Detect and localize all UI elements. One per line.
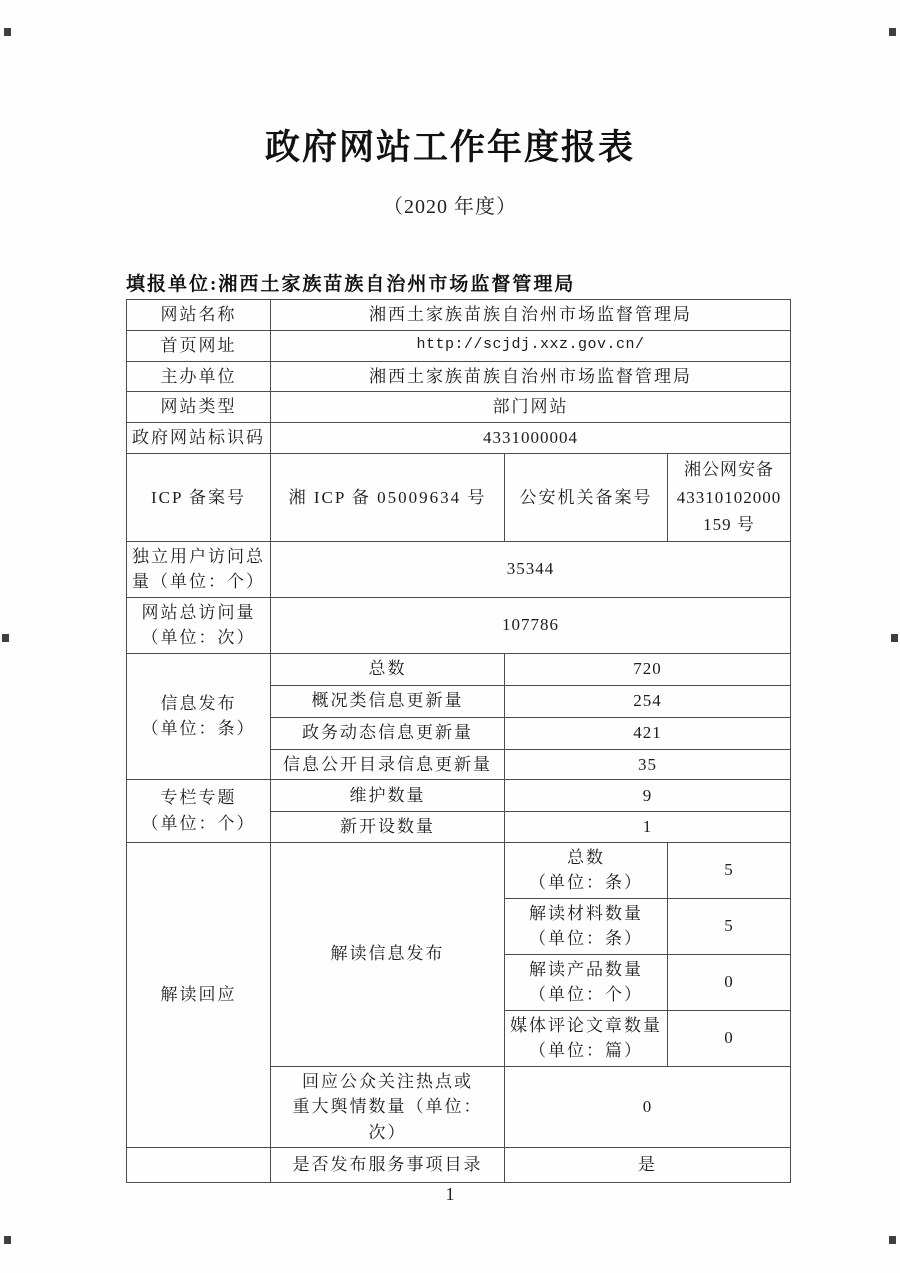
label-line: （单位：条）: [529, 929, 643, 949]
table-row: [127, 361, 791, 392]
service-catalog-value-cell: 是: [505, 1148, 791, 1183]
police-filing-line: 43310102000: [676, 487, 782, 507]
unique-visitors-value-cell: 35344: [271, 541, 791, 597]
table-row: [127, 780, 791, 812]
total-visits-label-cell: [127, 597, 271, 653]
interp-product-value-cell: 0: [668, 954, 791, 1010]
page-title: 政府网站工作年度报表: [264, 128, 635, 167]
scan-mark-top-right: [889, 28, 896, 36]
info-directory-value-cell: 35: [505, 749, 791, 780]
info-total-label-cell: 总数: [271, 653, 505, 685]
interp-product-label-cell: [505, 954, 668, 1010]
interp-total-value-cell: 5: [668, 842, 791, 898]
interpretation-label-cell: 解读回应: [127, 842, 271, 1148]
media-comment-value-cell: 0: [668, 1010, 791, 1066]
hotspot-label-cell: [271, 1066, 505, 1148]
info-overview-value-cell: 254: [505, 685, 791, 717]
table-row: [127, 541, 791, 597]
label-line: 重大舆情数量（单位：: [292, 1097, 483, 1117]
label-line: 次）: [368, 1122, 407, 1142]
info-overview-label-cell: 概况类信息更新量: [271, 685, 505, 717]
site-name-label-cell: 网站名称: [127, 300, 271, 331]
page-number: 1: [445, 1184, 455, 1204]
label-line: 媒体评论文章数量: [510, 1015, 662, 1035]
table-row: [127, 300, 791, 331]
site-name-value-cell: 湘西土家族苗族自治州市场监督管理局: [271, 300, 791, 331]
label-line: 网站总访问量: [141, 602, 256, 622]
new-count-value-cell: 1: [505, 812, 791, 843]
label-line: （单位：篇）: [529, 1041, 643, 1061]
table-row: [127, 423, 791, 454]
new-count-label-cell: 新开设数量: [271, 812, 505, 843]
label-line: （单位：个）: [529, 985, 643, 1005]
site-type-value-cell: 部门网站: [271, 392, 791, 423]
info-total-value-cell: 720: [505, 653, 791, 685]
table-row: [127, 1148, 791, 1183]
info-directory-label-cell: 信息公开目录信息更新量: [271, 749, 505, 780]
interp-material-label-cell: [505, 898, 668, 954]
label-line: （单位：条）: [141, 719, 256, 739]
unique-visitors-label-cell: [127, 541, 271, 597]
label-line: （单位：次）: [141, 628, 256, 648]
site-code-label-cell: 政府网站标识码: [127, 423, 271, 454]
scan-mark-mid-right: [891, 634, 898, 642]
report-year-subtitle: （2020 年度）: [383, 196, 517, 218]
icp-value-cell: 湘 ICP 备 05009634 号: [271, 454, 505, 542]
scan-mark-bottom-left: [4, 1236, 11, 1244]
info-dynamic-label-cell: 政务动态信息更新量: [271, 717, 505, 749]
label-line: （单位：条）: [529, 873, 643, 893]
label-line: 专栏专题: [160, 788, 237, 808]
site-code-value-cell: 4331000004: [271, 423, 791, 454]
police-filing-line: 159 号: [703, 515, 755, 535]
interpretation-publish-label-cell: 解读信息发布: [271, 842, 505, 1066]
organizer-label-cell: 主办单位: [127, 361, 271, 392]
interp-material-value-cell: 5: [668, 898, 791, 954]
organizer-value-cell: 湘西土家族苗族自治州市场监督管理局: [271, 361, 791, 392]
interp-total-label-cell: [505, 842, 668, 898]
label-line: 回应公众关注热点或: [302, 1071, 473, 1091]
table-row: [127, 597, 791, 653]
media-comment-label-cell: [505, 1010, 668, 1066]
label-line: （单位：个）: [141, 813, 256, 833]
hotspot-value-cell: 0: [505, 1066, 791, 1148]
police-filing-label-cell: 公安机关备案号: [505, 454, 668, 542]
label-line: 总数: [567, 847, 605, 867]
label-line: 解读产品数量: [529, 959, 643, 979]
table-row: [127, 454, 791, 542]
maintained-count-label-cell: 维护数量: [271, 780, 505, 812]
label-line: 独立用户访问总: [132, 546, 265, 566]
police-filing-line: 湘公网安备: [684, 460, 774, 479]
total-visits-value-cell: 107786: [271, 597, 791, 653]
scan-mark-mid-left: [2, 634, 9, 642]
service-catalog-label-cell: 是否发布服务事项目录: [271, 1148, 505, 1183]
table-row: [127, 653, 791, 685]
label-line: 信息发布: [160, 693, 237, 713]
table-row: [127, 842, 791, 898]
empty-cell: [127, 1148, 271, 1183]
info-publish-label-cell: [127, 653, 271, 780]
filing-unit-line: 填报单位:湘西土家族苗族自治州市场监督管理局: [126, 274, 576, 295]
annual-report-table: [126, 299, 791, 1183]
special-columns-label-cell: [127, 780, 271, 843]
home-url-value-cell: http://scjdj.xxz.gov.cn/: [271, 330, 791, 361]
police-filing-value-cell: [668, 454, 791, 542]
site-type-label-cell: 网站类型: [127, 392, 271, 423]
table-row: [127, 392, 791, 423]
label-line: 量（单位：个）: [132, 572, 265, 592]
home-url-label-cell: 首页网址: [127, 330, 271, 361]
scan-mark-bottom-right: [889, 1236, 896, 1244]
scan-mark-top-left: [4, 28, 11, 36]
label-line: 解读材料数量: [529, 903, 643, 923]
info-dynamic-value-cell: 421: [505, 717, 791, 749]
table-row: [127, 330, 791, 361]
maintained-count-value-cell: 9: [505, 780, 791, 812]
icp-label-cell: ICP 备案号: [127, 454, 271, 542]
